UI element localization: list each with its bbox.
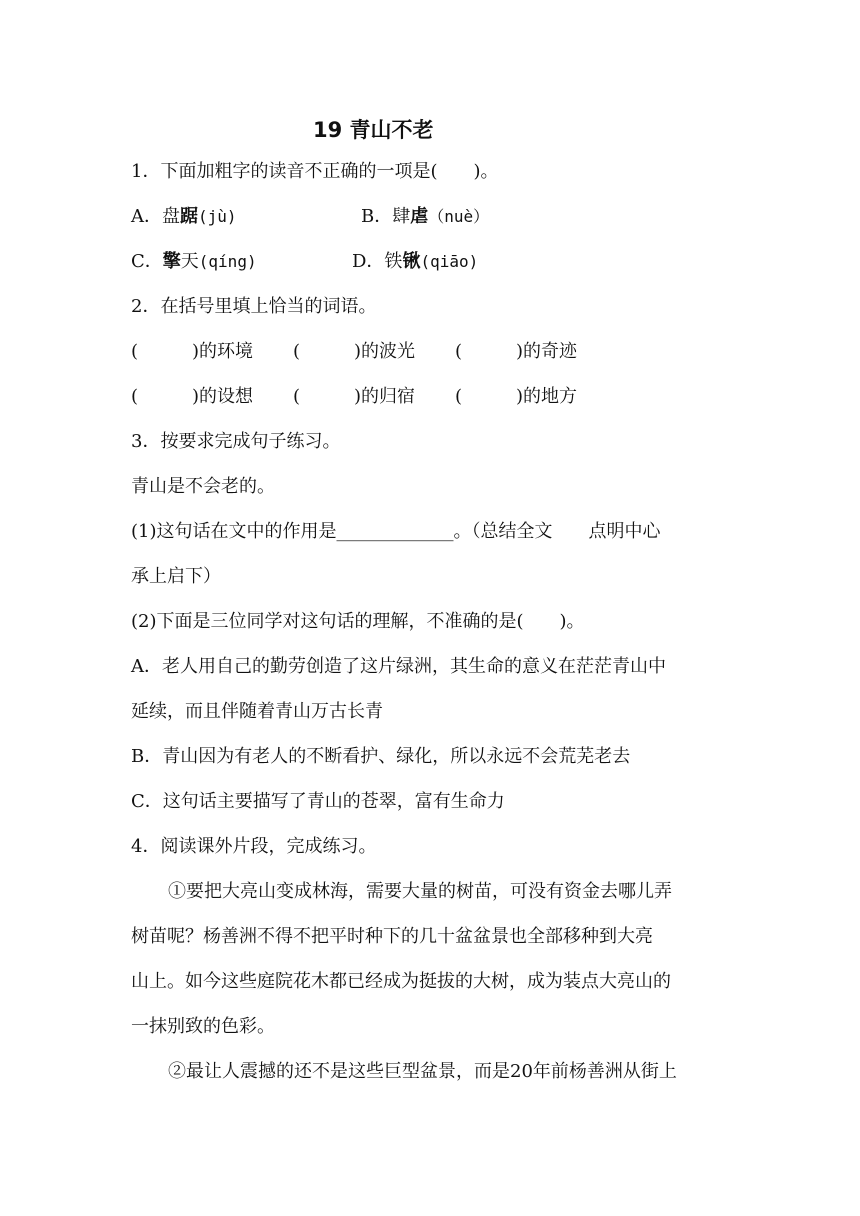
passage-para1-line4: 一抹别致的色彩。: [131, 1016, 275, 1037]
q1-option-b-bold: 虐: [410, 206, 429, 227]
passage-para1-line3: 山上。如今这些庭院花木都已经成为挺拔的大树，成为装点大亮山的: [131, 971, 671, 992]
q3-option-c: C．这句话主要描写了青山的苍翠，富有生命力: [131, 791, 505, 812]
q3-sentence: 青山是不会老的。: [131, 476, 275, 497]
q3-option-a-line2: 延续，而且伴随着青山万古长青: [131, 701, 383, 722]
q1-option-c-bold: 擎: [162, 251, 181, 272]
q1-option-c: [131, 250, 257, 274]
q1-option-a-bold: 踞: [180, 206, 198, 227]
q1-option-a-pinyin: (jù): [198, 207, 237, 226]
q1-option-c-prefix: C．: [131, 251, 163, 272]
q1-option-b-prefix: B．肆: [361, 206, 411, 227]
q1-option-b: [361, 205, 489, 229]
q1-option-a: [131, 205, 237, 229]
q3-option-a-line1: A．老人用自己的勤劳创造了这片绿洲，其生命的意义在茫茫青山中: [131, 656, 666, 677]
q1-option-d-bold: 锹: [402, 251, 421, 272]
q2-blank-5: ( )的归宿: [293, 386, 416, 407]
q1-stem: 1．下面加粗字的读音不正确的一项是( )。: [131, 161, 499, 182]
q2-blank-6: ( )的地方: [455, 386, 578, 407]
q4-stem: 4．阅读课外片段，完成练习。: [131, 836, 377, 857]
passage-para1-line1: ①要把大亮山变成林海，需要大量的树苗，可没有资金去哪儿弄: [168, 881, 672, 902]
q3-option-b: B．青山因为有老人的不断看护、绿化，所以永远不会荒芜老去: [131, 746, 631, 767]
q1-option-b-pinyin: （nuè）: [428, 207, 490, 226]
q3-part1-line2: 承上启下）: [131, 566, 221, 587]
q1-option-d-pinyin: (qiāo): [420, 252, 479, 271]
q2-blank-1: ( )的环境: [131, 341, 254, 362]
q3-stem: 3．按要求完成句子练习。: [131, 431, 341, 452]
q3-part2: (2)下面是三位同学对这句话的理解，不准确的是( )。: [131, 611, 585, 632]
q2-stem: 2．在括号里填上恰当的词语。: [131, 296, 377, 317]
q3-part1-line1: (1)这句话在文中的作用是_____________。（总结全文 点明中心: [131, 521, 661, 542]
q2-blank-2: ( )的波光: [293, 341, 416, 362]
passage-para2-line1: ②最让人震撼的还不是这些巨型盆景，而是20年前杨善洲从街上: [168, 1061, 677, 1082]
passage-para1-line2: 树苗呢？杨善洲不得不把平时种下的几十盆盆景也全部移种到大亮: [131, 926, 653, 947]
q2-blank-4: ( )的设想: [131, 386, 254, 407]
page-title: 19 青山不老: [313, 118, 434, 142]
q1-option-a-prefix: A．盘: [131, 206, 180, 227]
q1-option-d-prefix: D．铁: [352, 251, 403, 272]
q1-option-d: [352, 250, 478, 274]
q2-blank-3: ( )的奇迹: [455, 341, 578, 362]
q1-option-c-post: 天: [180, 251, 199, 272]
q1-option-c-pinyin: (qíng): [198, 252, 257, 271]
